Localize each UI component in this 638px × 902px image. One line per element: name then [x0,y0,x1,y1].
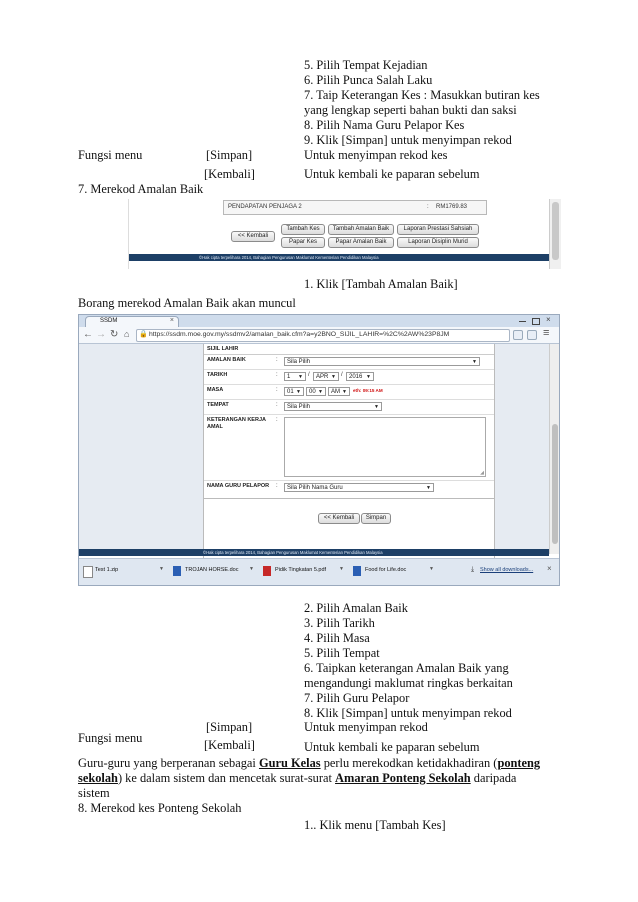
field-label: PENDAPATAN PENJAGA 2 [228,204,302,210]
step-line: 8. Klik [Simpan] untuk menyimpan rekod [304,706,512,720]
tambah-amalan-baik-button[interactable]: Tambah Amalan Baik [328,224,394,235]
guru-kelas-text: Guru Kelas [258,756,321,770]
extension-icon[interactable] [513,330,523,340]
form-panel [203,344,495,558]
download-item[interactable] [173,564,255,578]
scrollbar-thumb[interactable] [552,202,559,260]
colon: : [276,357,278,363]
download-item[interactable] [263,564,345,578]
nama-guru-select[interactable] [284,483,434,492]
papar-amalan-baik-button[interactable]: Papar Amalan Baik [328,237,394,248]
date-separator: / [308,372,310,378]
keterangan-textarea[interactable] [284,417,486,477]
kembali-label: [Kembali] [204,167,255,181]
forward-arrow-icon[interactable]: → [96,329,106,340]
colon: : [276,387,278,393]
simpan-desc: Untuk menyimpan rekod kes [304,148,448,162]
step-line: 3. Pilih Tarikh [304,616,375,630]
word-file-icon [353,566,361,576]
colon: : [427,204,429,210]
chevron-down-icon[interactable]: ▼ [249,566,254,572]
heading-ponteng: 8. Merekod kes Ponteng Sekolah [78,801,242,815]
select-value: APR [316,374,329,380]
laporan-prestasi-sahsiah-button[interactable]: Laporan Prestasi Sahsiah [397,224,479,235]
chevron-down-icon[interactable]: ▼ [339,566,344,572]
window-close-icon[interactable]: × [546,315,551,324]
chevron-down-icon: ▼ [472,359,477,365]
screenshot-browser [78,314,560,586]
kembali-desc: Untuk kembali ke paparan sebelum [304,740,480,754]
chevron-down-icon: ▼ [296,389,301,395]
step-line: 6. Pilih Punca Salah Laku [304,73,433,87]
simpan-label: [Simpan] [206,720,253,734]
masa-hint: eth: 09:15 AM [353,388,383,393]
show-all-downloads-link[interactable]: Show all downloads... [480,567,534,573]
text: ) ke dalam sistem dan mencetak surat-surat [117,771,336,785]
text: perlu merekodkan ketidakhadiran ( [320,756,498,770]
file-icon [83,566,93,578]
browser-toolbar [79,327,560,344]
papar-kes-button[interactable]: Papar Kes [281,237,325,248]
field-value: RM1769.83 [436,204,468,210]
chevron-down-icon[interactable]: ▼ [159,566,164,572]
home-icon[interactable]: ⌂ [124,329,130,339]
select-value: Sila Pilih Nama Guru [287,485,343,491]
download-icon: ⤓ [471,566,475,573]
chevron-down-icon: ▼ [318,389,323,395]
minimize-icon[interactable] [519,321,526,322]
select-value: 01 [287,389,294,395]
reload-icon[interactable]: ↻ [110,329,119,340]
paragraph-line-1 [78,756,540,771]
chevron-down-icon: ▼ [298,374,303,380]
footer-bar [79,549,549,556]
extension-icon[interactable] [527,330,537,340]
step-line: 4. Pilih Masa [304,631,370,645]
paragraph-line-2 [78,771,516,786]
footer-text: ©Hak cipta terpelihara 2014, Bahagian Pengurusan Maklumat Kementerian Pendidikan Malaysia [203,550,383,555]
tab-strip [79,315,560,327]
tab-title: SSDM [100,318,118,324]
footer-text: ©Hak cipta terpelihara 2014, Bahagian Pengurusan Maklumat Kementerian Pendidikan Malaysia [199,255,379,260]
word-file-icon [173,566,181,576]
tambah-kes-button[interactable]: Tambah Kes [281,224,325,235]
chevron-down-icon: ▼ [374,404,379,410]
ampm-select[interactable] [328,387,350,396]
chevron-down-icon: ▼ [331,374,336,380]
fungsi-menu-label: Fungsi menu [78,731,143,745]
page-area [79,344,549,554]
step-tambah-kes: 1.. Klik menu [Tambah Kes] [304,818,446,832]
download-name: Test 1.zip [95,567,119,573]
step-line: 7. Pilih Guru Pelapor [304,691,410,705]
download-name: Food for Life.doc [365,567,407,573]
download-item[interactable] [83,564,165,578]
chevron-down-icon: ▼ [426,485,431,491]
step-line: 2. Pilih Amalan Baik [304,601,408,615]
simpan-desc: Untuk menyimpan rekod [304,720,428,734]
hour-select[interactable] [284,387,304,396]
select-value: Sila Pilih [287,404,311,410]
address-bar[interactable] [136,329,510,342]
download-item[interactable] [353,564,435,578]
step-line: 5. Pilih Tempat [304,646,380,660]
nama-guru-label: NAMA GURU PELAPOR [207,483,270,489]
step-line: yang lengkap seperti bahan bukti dan saksi [304,103,517,117]
step-line: 6. Taipkan keterangan Amalan Baik yang [304,661,509,675]
screenshot-amalan-baik-menu [128,199,561,269]
field-row [223,200,487,215]
lock-icon: 🔒 [139,331,148,338]
download-name: Pidik Tingkatan 5.pdf [275,567,327,573]
kembali-desc: Untuk kembali ke paparan sebelum [304,167,480,181]
scrollbar[interactable] [549,199,561,269]
ponteng-text: ponteng [497,756,541,770]
tempat-select[interactable] [284,402,382,411]
text: daripada [470,771,517,785]
simpan-label: [Simpan] [206,148,253,162]
select-value: 00 [309,389,316,395]
kembali-button[interactable]: << Kembali [318,513,360,524]
step-tambah-amalan-baik: 1. Klik [Tambah Amalan Baik] [304,277,458,291]
day-select[interactable] [284,372,306,381]
select-value: 2016 [349,374,363,380]
select-value: Sila Pilih [287,359,311,365]
chevron-down-icon: ▼ [342,389,347,395]
download-name: TROJAN HORSE.doc [185,567,239,573]
back-arrow-icon[interactable]: ← [83,329,93,340]
year-select[interactable] [346,372,374,381]
url-text: https://ssdm.moe.gov.my/ssdmv2/amalan_baik.cfm?a=y2BNO_SIJIL_LAHIR=%2C%2AW%23P8JM [149,331,450,338]
minute-select[interactable] [306,387,326,396]
keterangan-label: KETERANGAN KERJA AMAL [207,417,266,430]
window-controls[interactable] [519,317,555,325]
paragraph-line-3: sistem [78,786,110,800]
simpan-button[interactable]: Simpan [361,513,391,524]
colon: : [276,417,278,423]
maximize-icon[interactable] [532,318,540,325]
heading-amalan-baik: 7. Merekod Amalan Baik [78,182,204,196]
step-line: 7. Taip Keterangan Kes : Masukkan butiran kes [304,88,540,102]
select-value: AM [331,389,340,395]
menu-icon[interactable]: ≡ [543,327,550,339]
page-scrollbar[interactable] [549,344,560,554]
step-line: 9. Klik [Simpan] untuk menyimpan rekod [304,133,512,147]
laporan-disiplin-murid-button[interactable]: Laporan Disiplin Murid [397,237,479,248]
close-downloads-icon[interactable]: × [547,564,552,573]
fungsi-menu-label: Fungsi menu [78,148,143,162]
tab-close-icon[interactable]: × [169,317,174,324]
pdf-file-icon [263,566,271,576]
chevron-down-icon: ▼ [366,374,371,380]
tarikh-label: TARIKH [207,372,228,378]
footer-bar [129,254,549,261]
downloads-bar [79,558,560,586]
select-value: 1 [287,374,291,380]
step-line: 5. Pilih Tempat Kejadian [304,58,428,72]
tempat-label: TEMPAT [207,402,229,408]
scrollbar-thumb[interactable] [552,424,558,544]
masa-label: MASA [207,387,224,393]
date-separator: / [341,372,343,378]
colon: : [276,402,278,408]
resize-handle-icon[interactable]: ◢ [480,471,484,476]
amalan-baik-label: AMALAN BAIK [207,357,246,363]
text: Guru-guru yang berperanan sebagai [78,756,259,770]
colon: : [276,372,278,378]
step-line: mengandungi maklumat ringkas berkaitan [304,676,513,690]
sijil-lahir-label: SIJIL LAHIR [207,346,239,352]
step-line: 8. Pilih Nama Guru Pelapor Kes [304,118,465,132]
colon: : [276,483,278,489]
borang-text: Borang merekod Amalan Baik akan muncul [78,296,296,310]
month-select[interactable] [313,372,339,381]
amalan-baik-select[interactable] [284,357,480,366]
kembali-button[interactable]: << Kembali [231,231,275,242]
kembali-label: [Kembali] [204,738,255,752]
chevron-down-icon[interactable]: ▼ [429,566,434,572]
sekolah-text: sekolah [78,771,118,785]
amaran-ponteng-text: Amaran Ponteng Sekolah [335,771,471,785]
